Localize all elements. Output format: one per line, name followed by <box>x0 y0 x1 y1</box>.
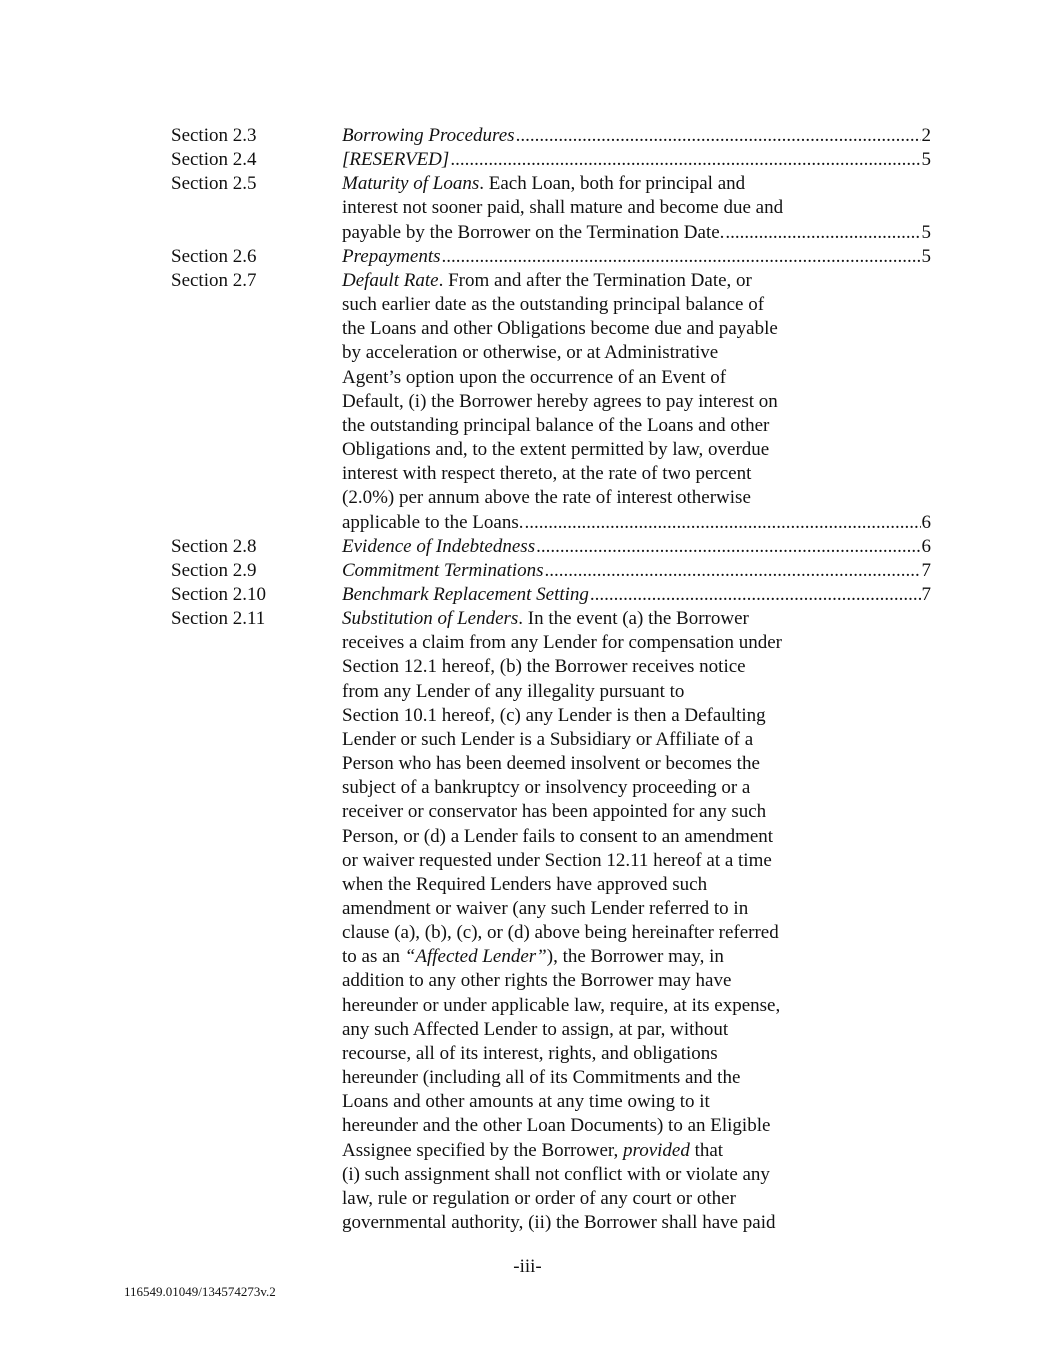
section-text: receives a claim from any Lender for compensation under <box>342 632 782 654</box>
section-text: hereunder and the other Loan Documents) to an Eligible <box>342 1115 771 1137</box>
section-text: . Each Loan, both for principal and <box>479 173 746 195</box>
section-title: Prepayments <box>342 245 441 267</box>
page-number: -iii- <box>513 1256 542 1277</box>
section-text: by acceleration or otherwise, or at Administrative <box>342 342 719 364</box>
section-text: law, rule or regulation or order of any court or other <box>342 1187 736 1209</box>
toc-entry <box>171 535 931 559</box>
section-text: or waiver requested under Section 12.11 hereof at a time <box>342 849 772 871</box>
page-ref: 6 <box>921 511 931 533</box>
toc-entry <box>171 245 931 269</box>
section-number: Section 2.4 <box>171 149 257 171</box>
section-text: Agent’s option upon the occurrence of an Event of <box>342 366 727 388</box>
section-text: Person who has been deemed insolvent or becomes the <box>342 753 760 775</box>
section-number: Section 2.10 <box>171 583 266 605</box>
toc-leader-line <box>342 221 931 245</box>
section-text: from any Lender of any illegality pursuant to <box>342 680 685 702</box>
section-text: Person, or (d) a Lender fails to consent to an amendment <box>342 825 774 847</box>
section-text: interest not sooner paid, shall mature and become due and <box>342 197 784 219</box>
section-text: governmental authority, (ii) the Borrower shall have paid <box>342 1212 776 1234</box>
section-text: hereunder (including all of its Commitments and the <box>342 1067 741 1089</box>
section-number: Section 2.11 <box>171 608 266 630</box>
section-text: recourse, all of its interest, rights, and obligations <box>342 1042 718 1064</box>
section-text: (2.0%) per annum above the rate of interest otherwise <box>342 487 751 509</box>
page-ref: 5 <box>921 245 931 267</box>
toc-entry <box>171 269 931 535</box>
defined-term: “Affected Lender” <box>404 946 547 968</box>
defined-term: provided <box>623 1139 690 1161</box>
toc-leader-line <box>342 535 931 559</box>
toc-entry <box>171 172 931 244</box>
section-text: Lender or such Lender is a Subsidiary or Affiliate of a <box>342 728 754 750</box>
section-text: the outstanding principal balance of the Loans and other <box>342 414 770 436</box>
toc-entry <box>171 607 931 1235</box>
section-text: Section 12.1 hereof, (b) the Borrower receives notice <box>342 656 746 678</box>
toc-leader-line <box>342 148 931 172</box>
toc-leader-line <box>342 124 931 148</box>
section-number: Section 2.6 <box>171 245 257 267</box>
section-text: Assignee specified by the Borrower, <box>342 1139 623 1161</box>
toc-leader-line <box>342 583 931 607</box>
section-text: subject of a bankruptcy or insolvency proceeding or a <box>342 777 751 799</box>
page-ref: 7 <box>921 583 931 605</box>
page-ref: 6 <box>921 535 931 557</box>
page-ref: 7 <box>921 559 931 581</box>
section-number: Section 2.3 <box>171 125 257 146</box>
section-text: . In the event (a) the Borrower <box>518 608 749 630</box>
toc-entry <box>171 148 931 172</box>
section-title: Default Rate <box>342 269 439 291</box>
section-text: . From and after the Termination Date, or <box>438 269 752 291</box>
section-text: that <box>689 1139 724 1161</box>
document-id: 116549.01049/134574273v.2 <box>124 1284 276 1299</box>
page-ref: 2 <box>921 125 931 146</box>
section-text: such earlier date as the outstanding principal balance of <box>342 294 765 316</box>
toc-entry <box>171 124 931 148</box>
section-title: [RESERVED] <box>342 149 450 171</box>
section-text: (i) such assignment shall not conflict with or violate any <box>342 1163 770 1185</box>
section-text: hereunder or under applicable law, require, at its expense, <box>342 994 781 1016</box>
section-text: to as an <box>342 946 405 968</box>
section-text: the Loans and other Obligations become due and payable <box>342 318 778 340</box>
section-text: any such Affected Lender to assign, at par, without <box>342 1018 729 1040</box>
section-text: addition to any other rights the Borrower may have <box>342 970 732 992</box>
section-title: Substitution of Lenders <box>342 608 519 630</box>
section-number: Section 2.5 <box>171 173 257 195</box>
section-text: Default, (i) the Borrower hereby agrees to pay interest on <box>342 390 778 412</box>
page-ref: 5 <box>921 149 931 171</box>
section-title: Borrowing Procedures <box>342 125 515 146</box>
section-text: Obligations and, to the extent permitted by law, overdue <box>342 439 770 461</box>
section-number: Section 2.9 <box>171 559 257 581</box>
section-text: applicable to the Loans. <box>342 511 524 533</box>
section-text: Section 10.1 hereof, (c) any Lender is then a Defaulting <box>342 704 766 726</box>
section-number: Section 2.7 <box>171 269 257 291</box>
section-text: ), the Borrower may, in <box>546 946 724 968</box>
section-title: Benchmark Replacement Setting <box>342 583 589 605</box>
section-text: interest with respect thereto, at the rate of two percent <box>342 463 752 485</box>
section-text: receiver or conservator has been appointed for any such <box>342 801 767 823</box>
toc-leader-line <box>342 559 931 583</box>
section-text: payable by the Borrower on the Termination Date. <box>342 221 725 243</box>
section-text: clause (a), (b), (c), or (d) above being hereinafter referred <box>342 922 779 944</box>
section-title: Evidence of Indebtedness <box>342 535 536 557</box>
section-title: Commitment Terminations <box>342 559 544 581</box>
section-number: Section 2.8 <box>171 535 257 557</box>
section-title: Maturity of Loans <box>342 173 480 195</box>
section-text: when the Required Lenders have approved such <box>342 873 708 895</box>
page-ref: 5 <box>921 221 931 243</box>
section-text: amendment or waiver (any such Lender referred to in <box>342 898 749 919</box>
toc-entry <box>171 583 931 607</box>
toc-leader-line <box>342 245 931 269</box>
toc-leader-line <box>342 511 931 535</box>
table-of-contents <box>171 124 931 1235</box>
toc-entry <box>171 559 931 583</box>
section-text: Loans and other amounts at any time owing to it <box>342 1091 710 1113</box>
